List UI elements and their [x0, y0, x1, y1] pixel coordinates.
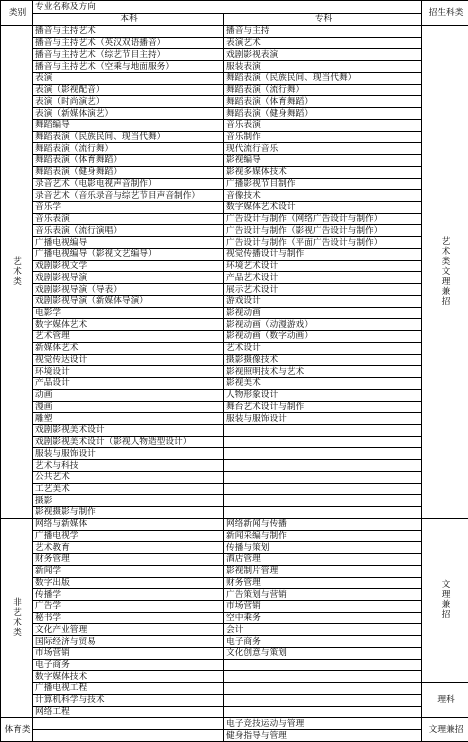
table-row — [1, 366, 468, 378]
vocational-major: 音乐表演 — [224, 119, 422, 131]
subheader-row — [1, 13, 468, 26]
major-direction-header: 专业名称及方向 — [33, 1, 422, 14]
vocational-major: 网络新闻与传播 — [224, 518, 422, 530]
vocational-major: 财务管理 — [224, 577, 422, 589]
vocational-major: 影视美术 — [224, 378, 422, 390]
vocational-major: 广告设计与制作（网络广告设计与制作） — [224, 213, 422, 225]
undergrad-major: 数字媒体艺术 — [33, 319, 224, 331]
vocational-major: 广告设计与制作（平面广告设计与制作） — [224, 237, 422, 249]
undergrad-major: 产品设计 — [33, 378, 224, 390]
undergrad-major: 舞蹈表演（民族民间、现当代舞） — [33, 131, 224, 143]
enrollment-nonart-arts: 文 理 兼 招 — [422, 518, 468, 682]
vocational-major: 新闻采编与制作 — [224, 530, 422, 542]
table-row — [1, 577, 468, 589]
vocational-major: 展示艺术设计 — [224, 284, 422, 296]
undergrad-major: 音乐表演 — [33, 213, 224, 225]
table-row — [1, 424, 468, 436]
table-row — [1, 354, 468, 366]
table-row — [1, 612, 468, 624]
undergrad-major: 文化产业管理 — [33, 624, 224, 636]
table-row — [1, 319, 468, 331]
table-row — [1, 518, 468, 530]
table-body — [1, 1, 468, 742]
undergrad-major: 新媒体艺术 — [33, 342, 224, 354]
vocational-major — [224, 483, 422, 495]
vocational-major: 舞蹈表演（体育舞蹈） — [224, 96, 422, 108]
table-row — [1, 495, 468, 507]
undergrad-major: 秘书学 — [33, 612, 224, 624]
table-row — [1, 284, 468, 296]
vocational-major: 摄影摄像技术 — [224, 354, 422, 366]
table-row — [1, 401, 468, 413]
undergrad-major: 雕塑 — [33, 413, 224, 425]
vocational-header: 专科 — [224, 13, 422, 26]
table-row — [1, 260, 468, 272]
undergrad-major: 市场营销 — [33, 647, 224, 659]
undergrad-major: 舞蹈表演（流行舞） — [33, 143, 224, 155]
vocational-major: 音乐制作 — [224, 131, 422, 143]
undergrad-major: 表演（新媒体演艺） — [33, 108, 224, 120]
vocational-major: 影视照明技术与艺术 — [224, 366, 422, 378]
vocational-major — [224, 460, 422, 472]
vocational-major: 影视动画（数字动画） — [224, 331, 422, 343]
vocational-major: 环境艺术设计 — [224, 260, 422, 272]
table-row — [1, 166, 468, 178]
vocational-major: 广播影视节目制作 — [224, 178, 422, 190]
vocational-major — [224, 706, 422, 718]
table-row — [1, 694, 468, 706]
table-row — [1, 389, 468, 401]
category-header: 类别 — [1, 1, 33, 26]
enrollment-nonart-science: 理科 — [422, 683, 468, 718]
table-row — [1, 331, 468, 343]
vocational-major: 影视动画（动漫游戏） — [224, 319, 422, 331]
undergrad-major: 戏剧影视导演（导表） — [33, 284, 224, 296]
vocational-major: 表演艺术 — [224, 37, 422, 49]
vocational-major: 数字媒体艺术设计 — [224, 202, 422, 214]
vocational-major — [224, 671, 422, 683]
category-sports: 体育类 — [1, 718, 33, 742]
table-row — [1, 542, 468, 554]
undergrad-major: 公共艺术 — [33, 471, 224, 483]
vocational-major: 产品艺术设计 — [224, 272, 422, 284]
table-row — [1, 155, 468, 167]
table-row — [1, 61, 468, 73]
table-row — [1, 72, 468, 84]
undergrad-major: 国际经济与贸易 — [33, 636, 224, 648]
table-row — [1, 507, 468, 519]
undergrad-major: 服装与服饰设计 — [33, 448, 224, 460]
vocational-major: 舞台艺术设计与制作 — [224, 401, 422, 413]
table-row — [1, 272, 468, 284]
table-row — [1, 600, 468, 612]
undergrad-major: 戏剧影视美术设计（影视人物造型设计） — [33, 436, 224, 448]
table-row — [1, 554, 468, 566]
vocational-major: 舞蹈表演（民族民间、现当代舞） — [224, 72, 422, 84]
undergrad-major: 计算机科学与技术 — [33, 694, 224, 706]
undergrad-major: 广播电视编导 — [33, 237, 224, 249]
table-row — [1, 483, 468, 495]
vocational-major: 健身指导与管理 — [224, 730, 422, 742]
undergrad-major: 舞蹈表演（健身舞蹈） — [33, 166, 224, 178]
vocational-major: 文化创意与策划 — [224, 647, 422, 659]
vocational-major — [224, 659, 422, 671]
undergrad-major: 舞蹈表演（体育舞蹈） — [33, 155, 224, 167]
table-row — [1, 436, 468, 448]
undergrad-major: 广告学 — [33, 600, 224, 612]
table-row — [1, 295, 468, 307]
enrollment-sports: 文理兼招 — [422, 718, 468, 742]
undergrad-major: 艺术与科技 — [33, 460, 224, 472]
table-row — [1, 225, 468, 237]
vocational-major: 传播与策划 — [224, 542, 422, 554]
undergrad-major: 录音艺术（音乐录音与综艺节目声音制作） — [33, 190, 224, 202]
table-row — [1, 448, 468, 460]
undergrad-header: 本科 — [33, 13, 224, 26]
undergrad-major: 表演（影视配音） — [33, 84, 224, 96]
category-nonart: 非 艺 术 类 — [1, 518, 33, 717]
vocational-major: 服装表演 — [224, 61, 422, 73]
undergrad-major: 财务管理 — [33, 554, 224, 566]
vocational-major — [224, 436, 422, 448]
undergrad-major: 表演（时尚演艺） — [33, 96, 224, 108]
undergrad-major: 广播电视学 — [33, 530, 224, 542]
table-row — [1, 530, 468, 542]
undergrad-major: 录音艺术（电影电视声音制作） — [33, 178, 224, 190]
undergrad-major: 播音与主持艺术（综艺节目主持） — [33, 49, 224, 61]
table-row — [1, 202, 468, 214]
vocational-major: 电子商务 — [224, 636, 422, 648]
undergrad-major: 网络与新媒体 — [33, 518, 224, 530]
vocational-major — [224, 495, 422, 507]
undergrad-major: 广播电视工程 — [33, 683, 224, 695]
vocational-major: 会计 — [224, 624, 422, 636]
undergrad-major: 网络工程 — [33, 706, 224, 718]
table-row — [1, 471, 468, 483]
vocational-major: 空中乘务 — [224, 612, 422, 624]
undergrad-major: 影视摄影与制作 — [33, 507, 224, 519]
table-row — [1, 671, 468, 683]
vocational-major: 广告策划与营销 — [224, 589, 422, 601]
vocational-major: 影视多媒体技术 — [224, 166, 422, 178]
table-row — [1, 178, 468, 190]
undergrad-major: 舞蹈编导 — [33, 119, 224, 131]
vocational-major: 市场营销 — [224, 600, 422, 612]
enrollment-header: 招生科类 — [422, 1, 468, 26]
table-row — [1, 26, 468, 38]
vocational-major — [224, 448, 422, 460]
undergrad-major: 新闻学 — [33, 565, 224, 577]
table-row — [1, 718, 468, 730]
vocational-major: 人物形象设计 — [224, 389, 422, 401]
vocational-major: 游戏设计 — [224, 295, 422, 307]
vocational-major: 艺术设计 — [224, 342, 422, 354]
table-row — [1, 706, 468, 718]
table-row — [1, 730, 468, 742]
undergrad-major: 工艺美术 — [33, 483, 224, 495]
vocational-major: 广告设计与制作（影视广告设计与制作） — [224, 225, 422, 237]
table-row — [1, 119, 468, 131]
vocational-major: 播音与主持 — [224, 26, 422, 38]
undergrad-major — [33, 718, 224, 730]
vocational-major: 现代流行音乐 — [224, 143, 422, 155]
vocational-major: 视觉传播设计与制作 — [224, 248, 422, 260]
vocational-major: 戏剧影视表演 — [224, 49, 422, 61]
vocational-major — [224, 507, 422, 519]
table-row — [1, 49, 468, 61]
vocational-major: 影视动画 — [224, 307, 422, 319]
table-row — [1, 108, 468, 120]
table-row — [1, 237, 468, 249]
undergrad-major: 电子商务 — [33, 659, 224, 671]
vocational-major: 服装与服饰设计 — [224, 413, 422, 425]
table-row — [1, 647, 468, 659]
table-row — [1, 131, 468, 143]
undergrad-major: 音乐表演（流行演唱） — [33, 225, 224, 237]
undergrad-major: 摄影 — [33, 495, 224, 507]
table-row — [1, 683, 468, 695]
undergrad-major: 广播电视编导（影视文艺编导） — [33, 248, 224, 260]
table-row — [1, 378, 468, 390]
table-row — [1, 96, 468, 108]
table-row — [1, 37, 468, 49]
table-row — [1, 342, 468, 354]
undergrad-major: 视觉传达设计 — [33, 354, 224, 366]
undergrad-major: 戏剧影视美术设计 — [33, 424, 224, 436]
undergrad-major: 艺术管理 — [33, 331, 224, 343]
undergrad-major — [33, 730, 224, 742]
table-row — [1, 143, 468, 155]
vocational-major: 酒店管理 — [224, 554, 422, 566]
undergrad-major: 音乐学 — [33, 202, 224, 214]
vocational-major: 舞蹈表演（健身舞蹈） — [224, 108, 422, 120]
undergrad-major: 表演 — [33, 72, 224, 84]
undergrad-major: 电影学 — [33, 307, 224, 319]
vocational-major: 舞蹈表演（流行舞） — [224, 84, 422, 96]
vocational-major — [224, 683, 422, 695]
vocational-major: 音像技术 — [224, 190, 422, 202]
undergrad-major: 传播学 — [33, 589, 224, 601]
undergrad-major: 播音与主持艺术 — [33, 26, 224, 38]
table-row — [1, 565, 468, 577]
undergrad-major: 数字媒体技术 — [33, 671, 224, 683]
table-row — [1, 659, 468, 671]
table-row — [1, 307, 468, 319]
undergrad-major: 播音与主持艺术（空乘与地面服务） — [33, 61, 224, 73]
header-row — [1, 1, 468, 14]
table-row — [1, 460, 468, 472]
category-art: 艺 术 类 — [1, 26, 33, 519]
undergrad-major: 环境设计 — [33, 366, 224, 378]
undergrad-major: 戏剧影视文学 — [33, 260, 224, 272]
undergrad-major: 动画 — [33, 389, 224, 401]
undergrad-major: 播音与主持艺术（英汉双语播音） — [33, 37, 224, 49]
vocational-major: 影视制片管理 — [224, 565, 422, 577]
table-row — [1, 636, 468, 648]
table-row — [1, 248, 468, 260]
vocational-major — [224, 471, 422, 483]
undergrad-major: 漫画 — [33, 401, 224, 413]
vocational-major — [224, 694, 422, 706]
table-row — [1, 213, 468, 225]
vocational-major: 影视编导 — [224, 155, 422, 167]
undergrad-major: 数字出版 — [33, 577, 224, 589]
table-row — [1, 589, 468, 601]
enrollment-art: 艺 术 类 文 理 兼 招 — [422, 26, 468, 519]
undergrad-major: 戏剧影视导演（新媒体导演） — [33, 295, 224, 307]
vocational-major — [224, 424, 422, 436]
table-row — [1, 413, 468, 425]
undergrad-major: 艺术教育 — [33, 542, 224, 554]
vocational-major: 电子竞技运动与管理 — [224, 718, 422, 730]
undergrad-major: 戏剧影视导演 — [33, 272, 224, 284]
table-row — [1, 84, 468, 96]
table-row — [1, 624, 468, 636]
table-row — [1, 190, 468, 202]
